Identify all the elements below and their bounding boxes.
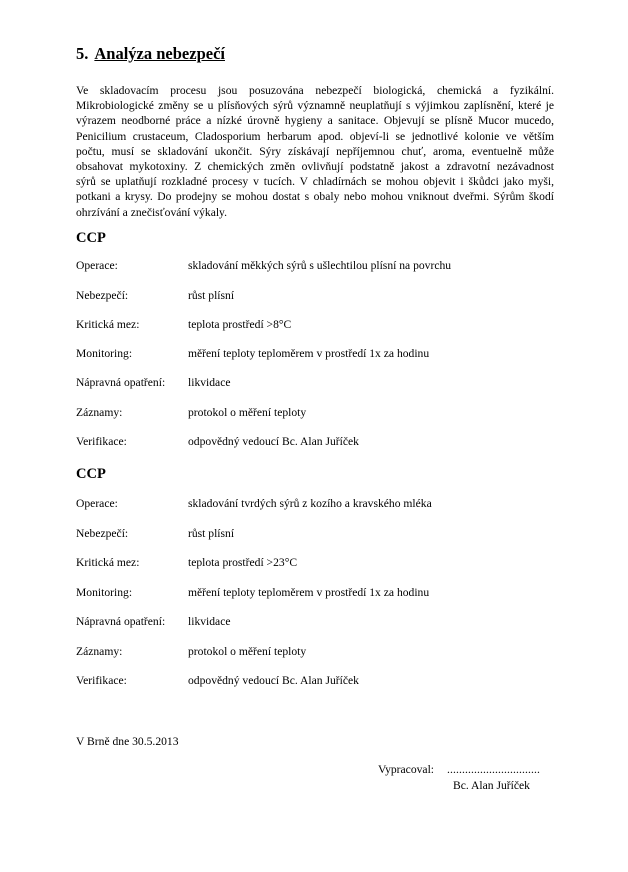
section-number: 5. bbox=[76, 44, 89, 63]
ccp-value: odpovědný vedoucí Bc. Alan Juříček bbox=[188, 435, 359, 448]
ccp-label: Operace: bbox=[76, 497, 118, 510]
paragraph-line: počtu, musí se skladování ukončit. Sýry získávají nepříjemnou chuť, aroma, eventuelně může bbox=[76, 144, 554, 158]
ccp-value: odpovědný vedoucí Bc. Alan Juříček bbox=[188, 674, 359, 687]
ccp-heading: CCP bbox=[76, 466, 106, 482]
paragraph-line: výrazem neodborné práce a nízké úrovně hygieny a sanitace. Objevují se plísně Mucor mucedo, bbox=[76, 114, 554, 128]
paragraph-line: sýrů se uplatňují rozkladné procesy v tucích. V chladírnách se mohou objevit i škůdci jako myši, bbox=[76, 175, 554, 189]
ccp-label: Nebezpečí: bbox=[76, 289, 129, 302]
ccp-label: Verifikace: bbox=[76, 435, 127, 448]
section-heading bbox=[76, 44, 225, 64]
ccp-label: Záznamy: bbox=[76, 645, 123, 658]
ccp-value: měření teploty teploměrem v prostředí 1x za hodinu bbox=[188, 586, 430, 599]
section-title: Analýza nebezpečí bbox=[94, 44, 225, 63]
ccp-value: protokol o měření teploty bbox=[188, 406, 307, 419]
prepared-by-label: Vypracoval: bbox=[378, 763, 435, 776]
paragraph-line: ohrzívání a znečisťování výkaly. bbox=[76, 205, 228, 219]
paragraph-line: Ve skladovacím procesu jsou posuzována nebezpečí biologická, chemická a fyzikální. bbox=[76, 84, 554, 97]
ccp-heading: CCP bbox=[76, 230, 106, 246]
paragraph-line: obsahovat mykotoxiny. Z chemických změn ovlivňují podstatně jakost a zdravotní nezávadnost bbox=[76, 159, 554, 173]
ccp-label: Monitoring: bbox=[76, 586, 133, 599]
ccp-value: měření teploty teploměrem v prostředí 1x za hodinu bbox=[188, 347, 430, 360]
ccp-value: skladování tvrdých sýrů z kozího a kravského mléka bbox=[188, 497, 432, 510]
ccp-value: růst plísní bbox=[188, 289, 235, 302]
ccp-label: Nápravná opatření: bbox=[76, 615, 166, 628]
ccp-value: skladování měkkých sýrů s ušlechtilou plísní na povrchu bbox=[188, 259, 452, 272]
ccp-value: protokol o měření teploty bbox=[188, 645, 307, 658]
paragraph-line: Penicilium crustaceum, Cladosporium herbarum apod. objeví-li se jednotlivé kolonie ve větším bbox=[76, 129, 554, 143]
ccp-value: teplota prostředí >8°C bbox=[188, 318, 292, 331]
ccp-label: Kritická mez: bbox=[76, 318, 140, 331]
date-line: V Brně dne 30.5.2013 bbox=[76, 735, 179, 748]
ccp-label: Verifikace: bbox=[76, 674, 127, 687]
ccp-label: Kritická mez: bbox=[76, 556, 140, 569]
ccp-value: růst plísní bbox=[188, 527, 235, 540]
prepared-by-name: Bc. Alan Juříček bbox=[453, 779, 530, 792]
paragraph-line: potkani a krysy. Do prodejny se mohou dostat s obaly nebo mohou vniknout dveřmi. Sýrům škodí bbox=[76, 190, 554, 204]
ccp-value: likvidace bbox=[188, 615, 231, 628]
ccp-value: likvidace bbox=[188, 376, 231, 389]
paragraph-line: Mikrobiologické změny se u plísňových sýrů významně neuplatňují s výjimkou zaplísnění, které je bbox=[76, 99, 554, 113]
ccp-label: Operace: bbox=[76, 259, 118, 272]
ccp-value: teplota prostředí >23°C bbox=[188, 556, 298, 569]
ccp-label: Nápravná opatření: bbox=[76, 376, 166, 389]
ccp-label: Monitoring: bbox=[76, 347, 133, 360]
signature-line: ............................... bbox=[447, 763, 540, 776]
ccp-label: Záznamy: bbox=[76, 406, 123, 419]
intro-paragraph bbox=[76, 83, 554, 220]
ccp-label: Nebezpečí: bbox=[76, 527, 129, 540]
